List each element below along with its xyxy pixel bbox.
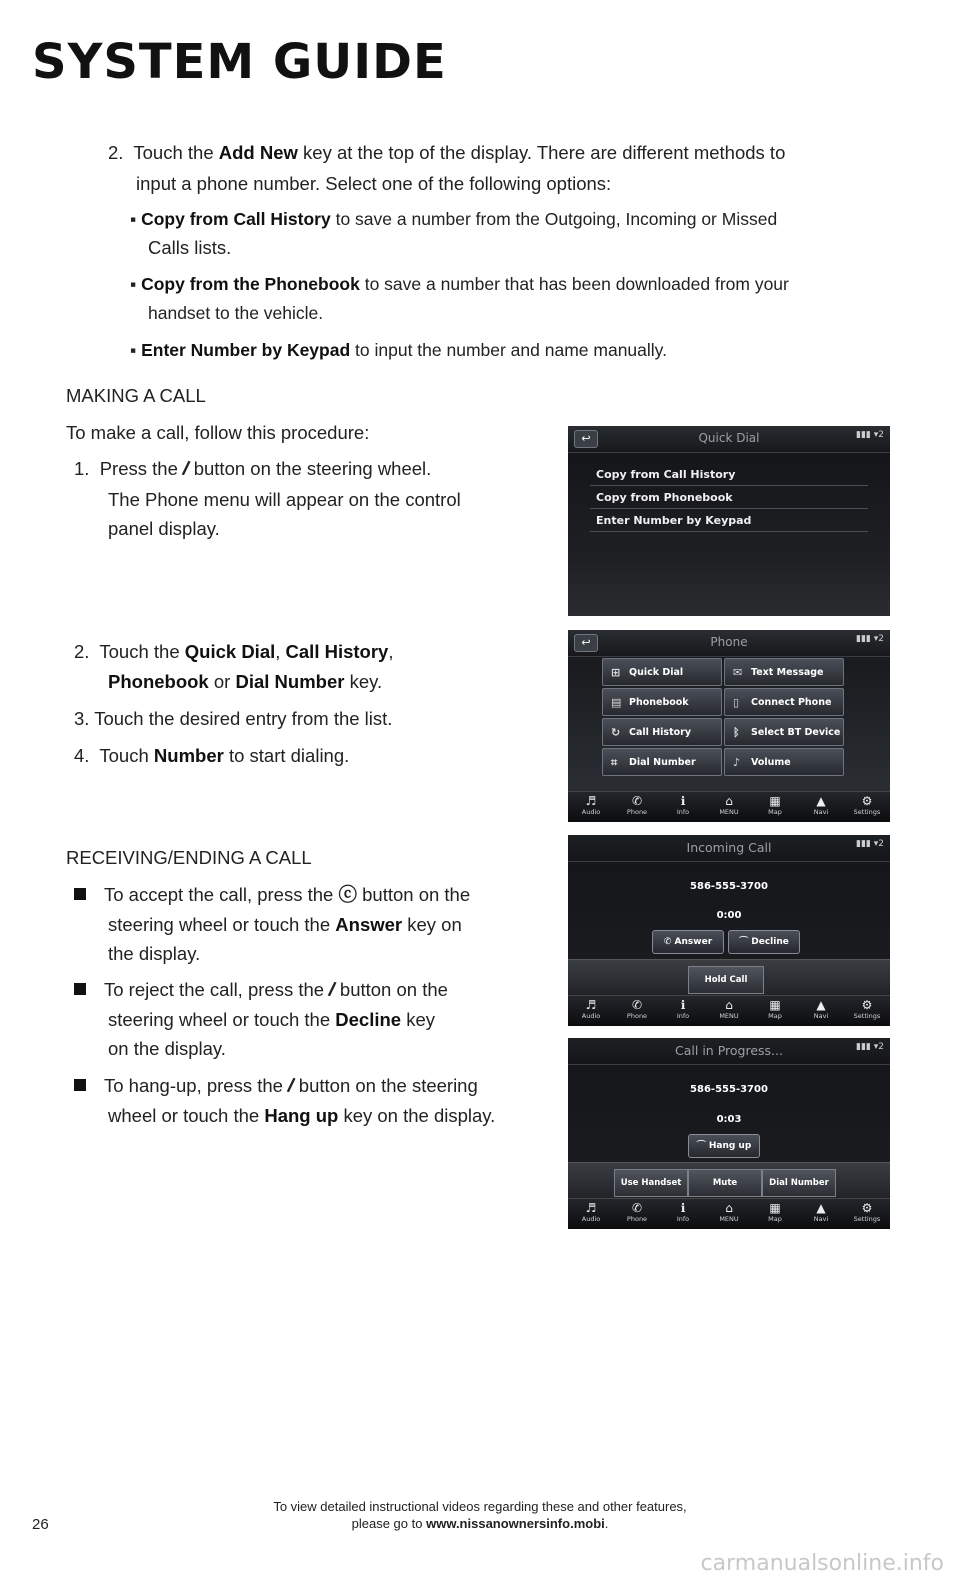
making-step2-line2: Phonebook or Dial Number key. [108,671,383,692]
quick-dial-icon: ⊞ [611,666,621,679]
map-icon: ▦ [769,998,781,1012]
phone-icon: ✆ [631,794,643,808]
call-history-button[interactable]: ↻ Call History [602,718,722,746]
phonebook-button[interactable]: ▤ Phonebook [602,688,722,716]
text-message-button[interactable]: ✉ Text Message [724,658,844,686]
receiving-bullet-1: To accept the call, press the ⓒ button on the [74,880,470,909]
footer-note [0,1498,960,1532]
footer-line-2: please go to www.nissanownersinfo.mobi. [351,1516,609,1531]
nav-info[interactable]: ℹ Info [660,792,706,822]
nav-info[interactable]: ℹ Info [660,996,706,1026]
phone-icon: / [180,457,192,481]
signal-icon: ▮▮▮ ▾2 [856,430,884,440]
receiving-bullet-3: To hang-up, press the / button on the steering [74,1071,478,1101]
watermark: carmanualsonline.info [700,1551,944,1576]
bullet-square-icon [74,983,86,995]
history-icon: ↻ [611,726,621,739]
arrow-icon: ▲ [816,1201,826,1215]
nav-phone[interactable]: ✆ Phone [614,1199,660,1229]
nav-phone[interactable]: ✆ Phone [614,996,660,1026]
nav-map[interactable]: ▦ Map [752,1199,798,1229]
envelope-icon: ✉ [733,666,743,679]
option-1: ▪ Copy from Call History to save a number from the Outgoing, Incoming or Missed [130,209,778,229]
nav-settings[interactable]: ⚙ Settings [844,996,890,1026]
phone-icon: / [326,978,338,1002]
nav-map[interactable]: ▦ Map [752,792,798,822]
caller-number: 586-555-3700 [690,1084,768,1095]
screen-title: Call in Progress... [675,1043,783,1058]
nav-menu[interactable]: ⌂ MENU [706,996,752,1026]
screenshot-quick-dial [568,426,890,616]
receiving-bullet-1-line3: the display. [108,943,201,964]
phone-icon: ✆ [631,1201,643,1215]
decline-button[interactable]: ⌒ Decline [728,930,800,954]
page-title: SYSTEM GUIDE [32,34,447,90]
nav-phone[interactable]: ✆ Phone [614,792,660,822]
making-step1: 1. Press the / button on the steering wheel. [74,454,431,484]
nav-info[interactable]: ℹ Info [660,1199,706,1229]
bottom-nav-bar [568,791,890,822]
caller-number: 586-555-3700 [690,881,768,892]
screen-header [568,835,890,862]
phone-icon: / [285,1074,297,1098]
use-handset-button[interactable]: Use Handset [614,1169,688,1197]
bottom-nav-bar [568,1198,890,1229]
talk-icon: ⓒ [338,884,357,905]
book-icon: ▤ [611,696,622,709]
option-2: ▪ Copy from the Phonebook to save a number that has been downloaded from your [130,274,789,294]
list-item-enter-keypad[interactable]: Enter Number by Keypad [590,510,868,532]
list-item-copy-call-history[interactable]: Copy from Call History [590,464,868,486]
gear-icon: ⚙ [861,998,873,1012]
dial-number-button[interactable]: Dial Number [762,1169,836,1197]
back-button[interactable]: ↩ [574,430,598,448]
nav-audio[interactable]: ♬ Audio [568,996,614,1026]
arrow-icon: ▲ [816,794,826,808]
answer-button[interactable]: ✆ Answer [652,930,724,954]
receiving-bullet-3-line2: wheel or touch the Hang up key on the display. [108,1105,496,1126]
nav-audio[interactable]: ♬ Audio [568,792,614,822]
hangup-icon: ⌒ [739,937,752,947]
quick-dial-button[interactable]: ⊞ Quick Dial [602,658,722,686]
screen-title: Phone [710,635,748,649]
keypad-icon: ⌗ [611,756,618,769]
home-icon: ⌂ [725,794,733,808]
action-tray [568,1162,890,1201]
map-icon: ▦ [769,1201,781,1215]
nav-menu[interactable]: ⌂ MENU [706,1199,752,1229]
making-step1-line2: The Phone menu will appear on the control [108,489,461,510]
nav-map[interactable]: ▦ Map [752,996,798,1026]
receiving-bullet-1-line2: steering wheel or touch the Answer key on [108,914,462,935]
hangup-icon: ⌒ [696,1141,709,1151]
page-number: 26 [32,1516,49,1533]
nav-settings[interactable]: ⚙ Settings [844,1199,890,1229]
signal-icon: ▮▮▮ ▾2 [856,1042,884,1052]
footer-link[interactable]: www.nissanownersinfo.mobi [426,1516,605,1531]
intro-step2-line1: 2. Touch the Add New key at the top of the display. There are different methods to [108,142,786,163]
info-icon: ℹ [680,998,686,1012]
making-step2: 2. Touch the Quick Dial, Call History, [74,641,394,662]
action-tray [568,959,890,998]
screen-header [568,426,890,453]
receiving-heading: RECEIVING/ENDING A CALL [66,847,312,868]
map-icon: ▦ [769,794,781,808]
screen-title: Incoming Call [686,840,772,855]
nav-menu[interactable]: ⌂ MENU [706,792,752,822]
phone-icon: ✆ [631,998,643,1012]
connect-phone-button[interactable]: ▯ Connect Phone [724,688,844,716]
receiving-bullet-2-line3: on the display. [108,1038,226,1059]
nav-navi[interactable]: ▲ Navi [798,1199,844,1229]
signal-icon: ▮▮▮ ▾2 [856,839,884,849]
option-2-line2: handset to the vehicle. [148,303,324,323]
back-button[interactable]: ↩ [574,634,598,652]
call-timer: 0:03 [716,1114,742,1125]
signal-icon: ▮▮▮ ▾2 [856,634,884,644]
screenshot-call-in-progress [568,1038,890,1229]
nav-audio[interactable]: ♬ Audio [568,1199,614,1229]
device-icon: ▯ [733,696,740,709]
volume-button[interactable]: ♪ Volume [724,748,844,776]
intro-step2-line2: input a phone number. Select one of the following options: [136,173,612,194]
call-timer: 0:00 [716,910,742,921]
screenshot-incoming-call [568,835,890,1026]
add-new-key: Add New [218,142,298,163]
making-step3: 3. Touch the desired entry from the list. [74,708,393,729]
making-lead: To make a call, follow this procedure: [66,422,370,443]
info-icon: ℹ [680,794,686,808]
select-bt-device-button[interactable]: ᛒ Select BT Device [724,718,844,746]
nav-navi[interactable]: ▲ Navi [798,996,844,1026]
option-1-line2: Calls lists. [148,237,232,258]
bullet-square-icon [74,1079,86,1091]
dial-number-button[interactable]: ⌗ Dial Number [602,748,722,776]
nav-settings[interactable]: ⚙ Settings [844,792,890,822]
bottom-nav-bar [568,995,890,1026]
music-icon: ♬ [585,794,597,808]
list-item-copy-phonebook[interactable]: Copy from Phonebook [590,487,868,509]
gear-icon: ⚙ [861,794,873,808]
nav-navi[interactable]: ▲ Navi [798,792,844,822]
home-icon: ⌂ [725,1201,733,1215]
info-icon: ℹ [680,1201,686,1215]
footer-line-1: To view detailed instructional videos regarding these and other features, [273,1499,687,1514]
screen-header [568,630,890,657]
hold-call-button[interactable]: Hold Call [688,966,764,994]
making-step4: 4. Touch Number to start dialing. [74,745,350,766]
screenshot-phone-menu [568,630,890,822]
option-3: ▪ Enter Number by Keypad to input the number and name manually. [130,340,667,360]
home-icon: ⌂ [725,998,733,1012]
screen-title: Quick Dial [698,431,760,445]
making-heading: MAKING A CALL [66,385,206,406]
volume-icon: ♪ [733,756,741,769]
music-icon: ♬ [585,1201,597,1215]
bullet-square-icon [74,888,86,900]
bluetooth-icon: ᛒ [733,726,740,739]
receiving-bullet-2: To reject the call, press the / button on the [74,975,448,1005]
making-step1-line3: panel display. [108,518,220,539]
phone-icon: ✆ [663,937,675,947]
receiving-bullet-2-line2: steering wheel or touch the Decline key [108,1009,436,1030]
gear-icon: ⚙ [861,1201,873,1215]
arrow-icon: ▲ [816,998,826,1012]
music-icon: ♬ [585,998,597,1012]
hang-up-button[interactable]: ⌒ Hang up [688,1134,760,1158]
screen-header [568,1038,890,1065]
mute-button[interactable]: Mute [688,1169,762,1197]
